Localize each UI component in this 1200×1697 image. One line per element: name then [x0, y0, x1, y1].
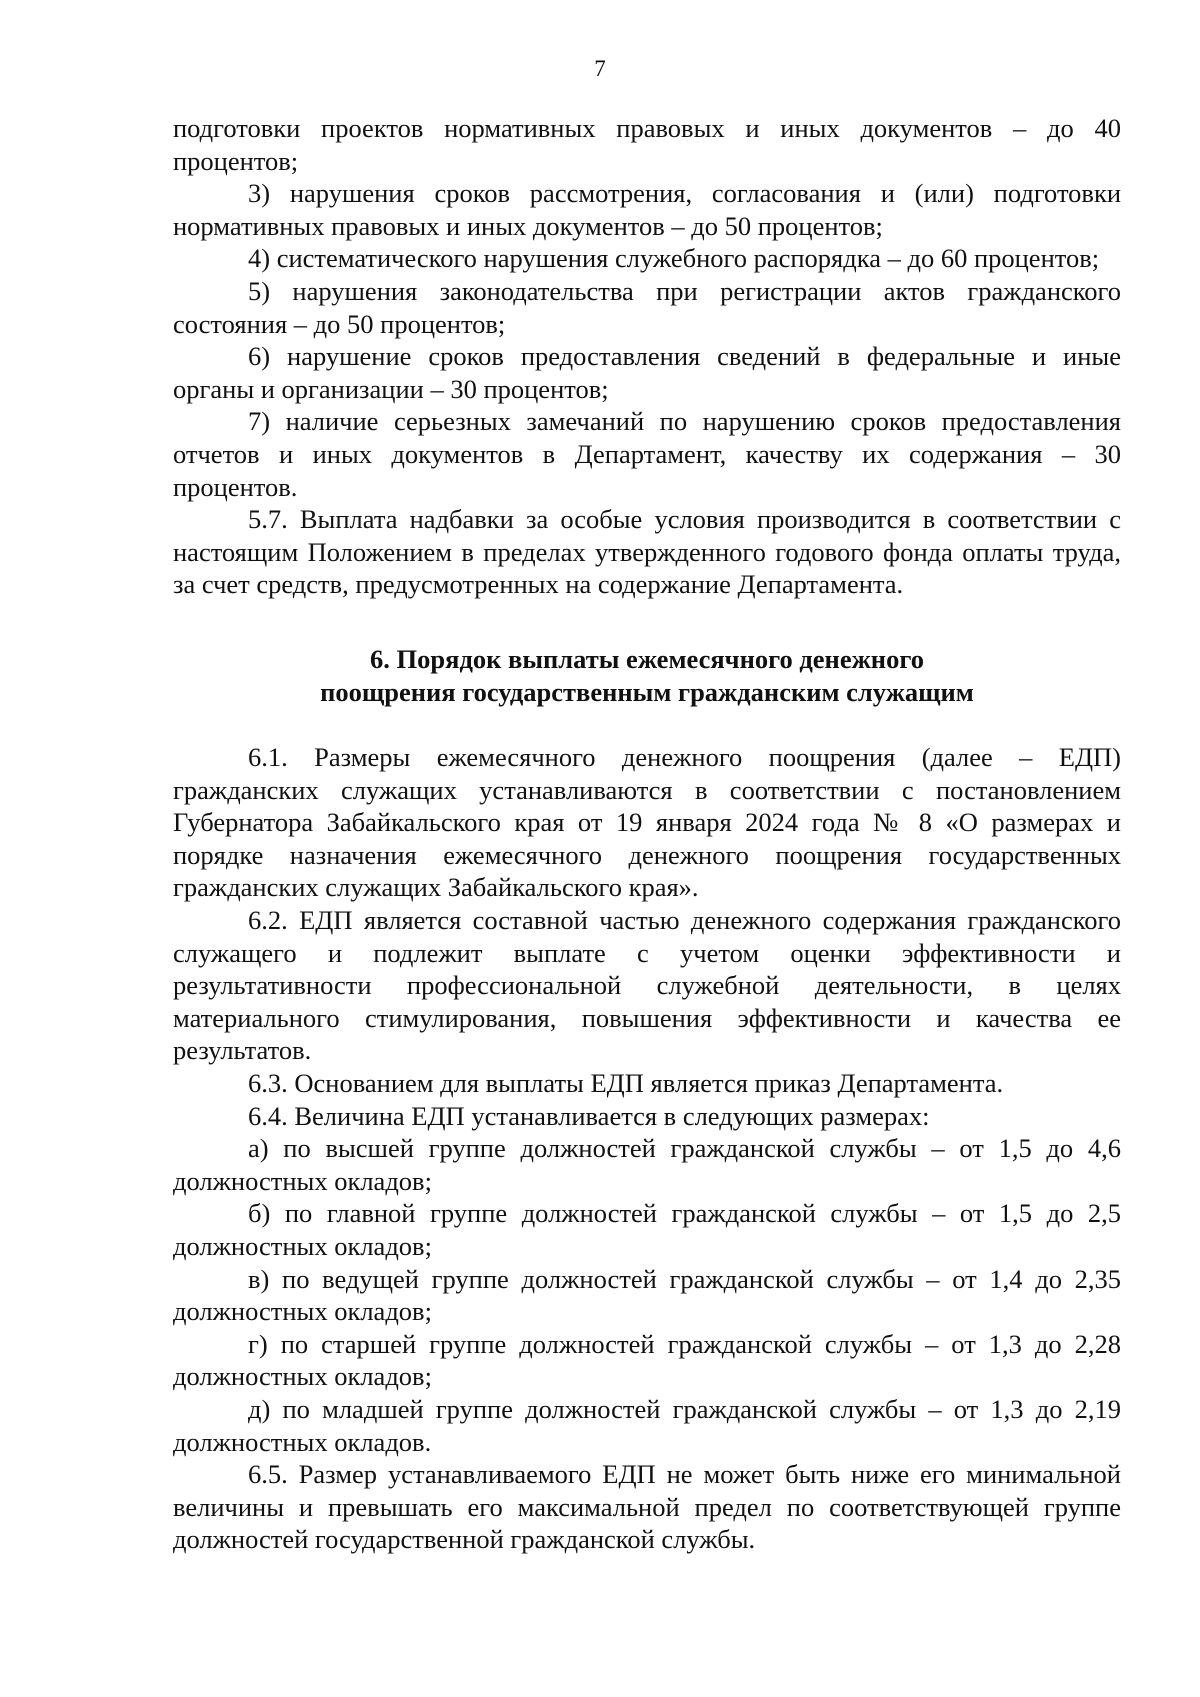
paragraph-6-4-d: д) по младшей группе должностей гражданской службы – от 1,3 до 2,19 должностных окладов. [173, 1393, 1121, 1457]
paragraph-5-7: 5.7. Выплата надбавки за особые условия производится в соответствии с настоящим Положением в пределах утвержденного годового фонда оплаты труда, за счет средств, предусмотренных на содержание Департамента. [173, 504, 1121, 600]
paragraph-item-7: 7) наличие серьезных замечаний по нарушению сроков предоставления отчетов и иных документов в Департамент, качеству их содержания – 30 процентов. [173, 406, 1121, 502]
paragraph-item-3: 3) нарушения сроков рассмотрения, согласования и (или) подготовки нормативных правовых и иных документов – до 50 процентов; [173, 178, 1121, 241]
paragraph-6-4-b: б) по главной группе должностей гражданской службы – от 1,5 до 2,5 должностных окладов; [173, 1198, 1121, 1261]
paragraph-6-1: 6.1. Размеры ежемесячного денежного поощрения (далее – ЕДП) гражданских служащих устанавливаются в соответствии с постановлением Губернатора Забайкальского края от 19 января 2024 года № 8 «О размерах и порядке назначения ежемесячного денежного поощрения государственных гражданских служащих Забайкальского края». [173, 742, 1121, 903]
paragraph-6-3: 6.3. Основанием для выплаты ЕДП является приказ Департамента. [248, 1068, 1004, 1099]
paragraph-6-4: 6.4. Величина ЕДП устанавливается в следующих размерах: [248, 1100, 930, 1131]
paragraph-continuation: подготовки проектов нормативных правовых и иных документов – до 40 процентов; [173, 113, 1121, 176]
paragraph-6-4-v: в) по ведущей группе должностей гражданской службы – от 1,4 до 2,35 должностных окладов; [173, 1263, 1121, 1327]
paragraph-item-6: 6) нарушение сроков предоставления сведений в федеральные и иные органы и организации – 30 процентов; [173, 341, 1121, 404]
page-number: 7 [594, 56, 606, 81]
section-heading-line-1: 6. Порядок выплаты ежемесячного денежного [370, 643, 924, 674]
paragraph-item-4: 4) систематического нарушения служебного распорядка – до 60 процентов; [248, 243, 1100, 274]
paragraph-item-5: 5) нарушения законодательства при регистрации актов гражданского состояния – до 50 процентов; [173, 275, 1121, 339]
section-heading-line-2: поощрения государственным гражданским служащим [320, 676, 974, 707]
paragraph-6-5: 6.5. Размер устанавливаемого ЕДП не может быть ниже его минимальной величины и превышать его максимальной предел по соответствующей группе должностей государственной гражданской службы. [173, 1459, 1121, 1555]
paragraph-6-2: 6.2. ЕДП является составной частью денежного содержания гражданского служащего и подлежит выплате с учетом оценки эффективности и результативности профессиональной служебной деятельности, в целях материального стимулирования, повышения эффективности и качества ее результатов. [173, 905, 1121, 1066]
section-heading [173, 643, 1121, 708]
paragraph-6-4-g: г) по старшей группе должностей гражданской службы – от 1,3 до 2,28 должностных окладов; [173, 1328, 1121, 1392]
paragraph-6-4-a: а) по высшей группе должностей гражданской службы – от 1,5 до 4,6 должностных окладов; [173, 1133, 1121, 1196]
document-body [173, 112, 1121, 1556]
